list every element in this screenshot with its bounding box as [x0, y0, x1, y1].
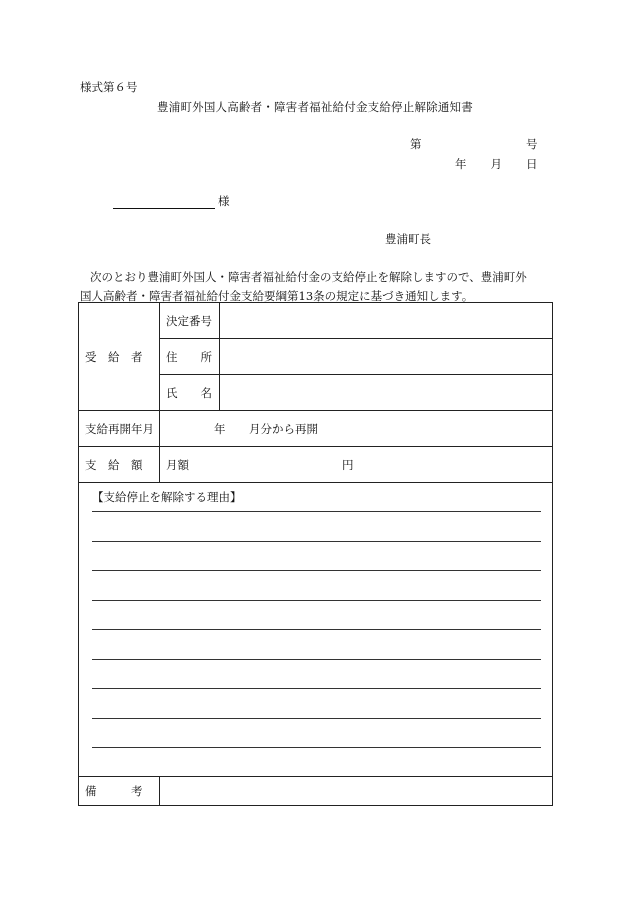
monthly-label: 月額: [166, 458, 189, 472]
recipient-label: 受 給 者: [85, 350, 143, 364]
reason-line[interactable]: [92, 511, 541, 512]
reason-line[interactable]: [92, 541, 541, 542]
reason-line[interactable]: [92, 688, 541, 689]
remarks-label: 備 考: [85, 784, 143, 798]
amount-label: 支 給 額: [85, 458, 143, 472]
body-line-2: 国人高齢者・障害者福祉給付金支給要綱第13条の規定に基づき通知します。: [80, 289, 474, 303]
reason-line[interactable]: [92, 659, 541, 660]
resume-year: 年: [214, 422, 226, 436]
date-day: 日: [526, 157, 538, 171]
notice-form-table: [78, 302, 553, 806]
recipient-honorific: 様: [218, 194, 230, 208]
name-label: 氏 名: [166, 386, 212, 400]
form-number: 様式第６号: [80, 80, 138, 94]
reason-line[interactable]: [92, 629, 541, 630]
reference-dai: 第: [410, 137, 422, 151]
yen-unit: 円: [342, 458, 354, 472]
reason-line[interactable]: [92, 747, 541, 748]
document-title: 豊浦町外国人高齢者・障害者福祉給付金支給停止解除通知書: [157, 100, 473, 114]
resume-month-text: 月分から再開: [249, 422, 318, 436]
body-text: [80, 268, 560, 306]
date-row: [455, 157, 538, 171]
address-label: 住 所: [166, 350, 212, 364]
reason-line[interactable]: [92, 718, 541, 719]
decision-number-label: 決定番号: [166, 314, 212, 328]
date-year: 年: [455, 157, 467, 171]
resume-label: 支給再開年月: [85, 422, 154, 436]
body-line-1: 次のとおり豊浦町外国人・障害者福祉給付金の支給停止を解除しますので、豊浦町外: [90, 270, 527, 284]
issuer: 豊浦町長: [385, 232, 431, 246]
reference-go: 号: [526, 137, 538, 151]
reason-line[interactable]: [92, 570, 541, 571]
reason-line[interactable]: [92, 600, 541, 601]
reason-label: 【支給停止を解除する理由】: [92, 490, 242, 504]
recipient-name-line[interactable]: [113, 208, 215, 209]
date-month: 月: [490, 157, 502, 171]
